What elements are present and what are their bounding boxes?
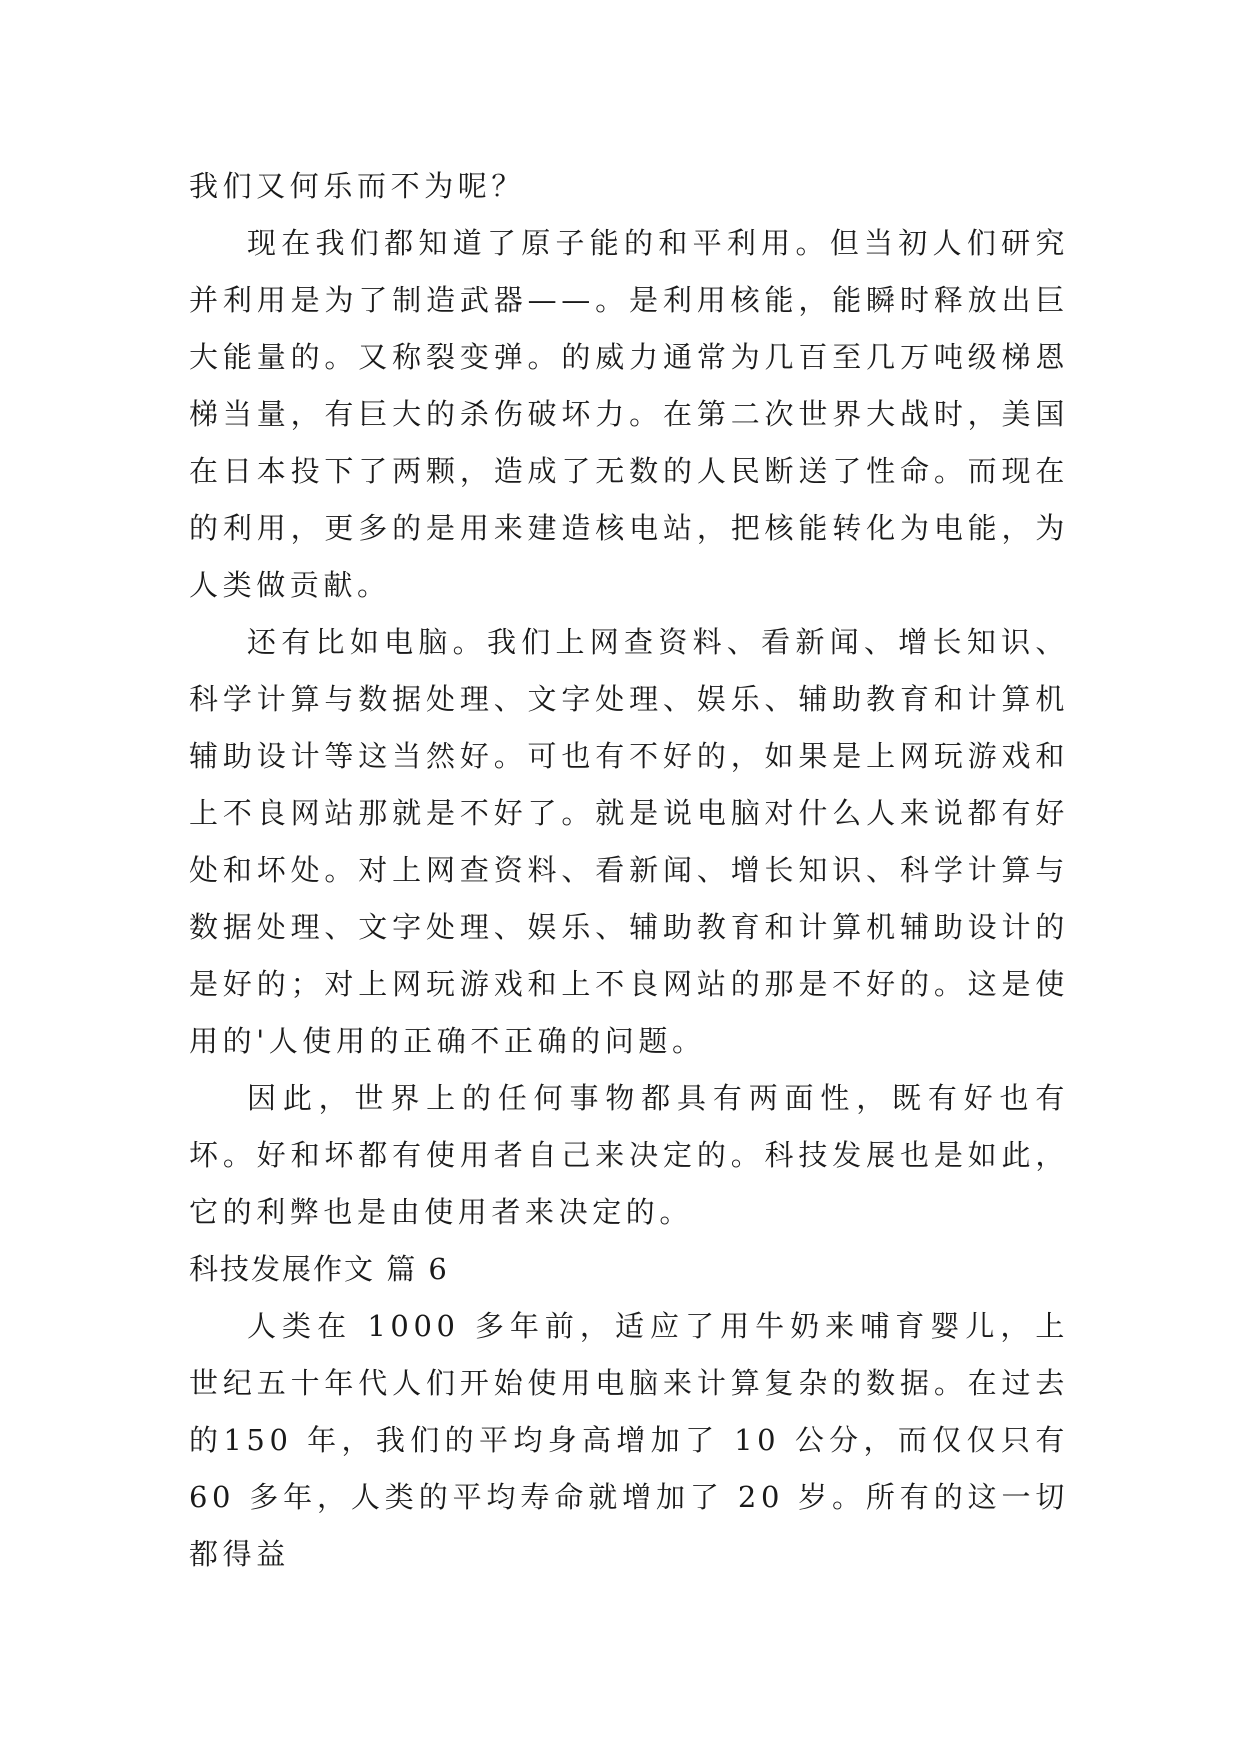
paragraph-conclusion: 因此，世界上的任何事物都具有两面性，既有好也有坏。好和坏都有使用者自己来决定的。科技发展也是如此，它的利弊也是由使用者来决定的。 bbox=[189, 1081, 1069, 1229]
paragraph-atomic-energy: 现在我们都知道了原子能的和平利用。但当初人们研究并利用是为了制造武器——。是利用核能，能瞬时释放出巨大能量的。又称裂变弹。的威力通常为几百至几万吨级梯恩梯当量，有巨大的杀伤破坏力。在第二次世界大战时，美国在日本投下了两颗，造成了无数的人民断送了性命。而现在的利用，更多的是用来建造核电站，把核能转化为电能，为人类做贡献。 bbox=[189, 226, 1069, 602]
document-body bbox=[189, 158, 1069, 1583]
paragraph-computer: 还有比如电脑。我们上网查资料、看新闻、增长知识、科学计算与数据处理、文字处理、娱乐、辅助教育和计算机辅助设计等这当然好。可也有不好的，如果是上网玩游戏和上不良网站那就是不好了。就是说电脑对什么人来说都有好处和坏处。对上网查资料、看新闻、增长知识、科学计算与数据处理、文字处理、娱乐、辅助教育和计算机辅助设计的是好的；对上网玩游戏和上不良网站的那是不好的。这是使用的'人使用的正确不正确的问题。 bbox=[189, 625, 1069, 1058]
paragraph-human-progress: 人类在 1000 多年前，适应了用牛奶来哺育婴儿，上世纪五十年代人们开始使用电脑来计算复杂的数据。在过去的150 年，我们的平均身高增加了 10 公分，而仅仅只有 60 多年，人类的平均寿命就增加了 20 岁。所有的这一切都得益 bbox=[189, 1309, 1069, 1571]
paragraph-continuation: 我们又何乐而不为呢？ bbox=[189, 169, 526, 203]
section-heading: 科技发展作文 篇 6 bbox=[189, 1252, 449, 1286]
